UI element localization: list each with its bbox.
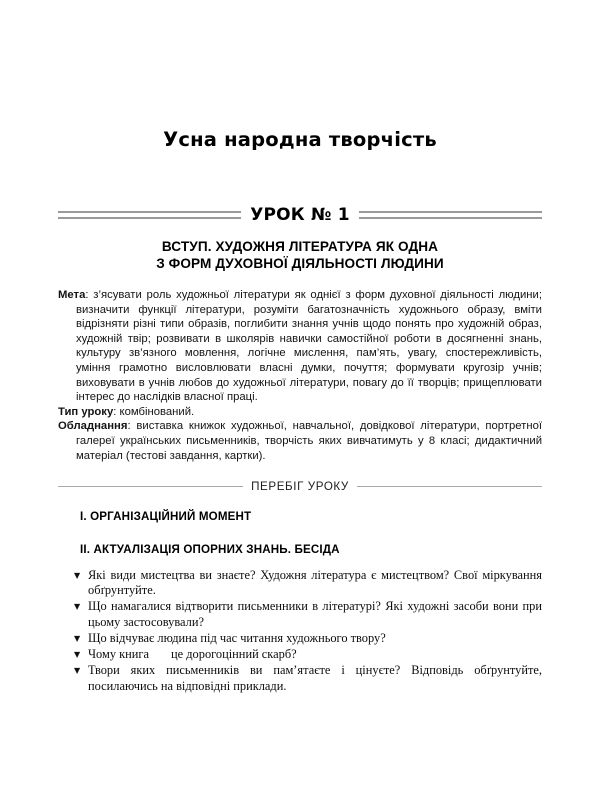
thin-rule-right [357,486,542,487]
question-text: Що намагалися відтворити письменники в літературі? Які художні засоби вони при цьому застосовували? [88,599,542,629]
list-item [58,568,542,599]
triangle-bullet-icon: ▼ [74,666,81,676]
list-item [58,663,542,694]
question-list [58,568,542,695]
triangle-bullet-icon: ▼ [74,650,81,660]
triangle-bullet-icon: ▼ [74,570,81,580]
triangle-bullet-icon: ▼ [74,634,81,644]
section-title: Усна народна творчість [163,128,437,151]
double-rule-left [58,211,241,220]
lesson-meta-block [58,288,542,463]
lesson-heading-line-2: З ФОРМ ДУХОВНОЇ ДІЯЛЬНОСТІ ЛЮДИНИ [156,256,444,271]
lesson-flow-bar [58,480,542,493]
question-text: Твори яких письменників ви пам’ятаєте і цінуєте? Відповідь обґрунтуйте, посилаючись на відповідні приклади. [88,663,542,693]
meta-lesson-type-label: Тип уроку [58,405,114,418]
lesson-number-label: УРОК № 1 [250,205,350,225]
lesson-heading [58,238,542,272]
meta-equipment-text: : виставка книжок художньої, навчальної, довідкової літератури, портретної галереї українських письменників, творчість яких вивчатимуть у 8 класі; дидактичний матеріал (тестові завдання, картки). [76,420,542,462]
question-text: Які види мистецтва ви знаєте? Художня література є мистецтвом? Свої міркування обґрунтуйте. [88,567,542,598]
meta-goal-text: : з’ясувати роль художньої літератури як однієї з форм духовної діяльності людини; визначити функції літератури, розуміти багатозначність художнього образу, вміти відрізняти різні типи образів, поглибити знання учнів щодо понять про художній образ, художній твір; розвивати в школярів навички самостійної роботи в досягненні знань, культуру зв’язного мовлення, логічне мислення, пам’ять, увагу, спостережливість, уміння грамотно висловлювати власні думки, почуття; формувати кругозір учнів; виховувати в учнів любов до художньої літератури, повагу до її творців; прищеплювати інтерес до наслідків власної праці. [76,289,542,404]
question-text: Що відчуває людина під час читання художнього твору? [88,631,386,646]
stage-heading-actualization: II. АКТУАЛІЗАЦІЯ ОПОРНИХ ЗНАНЬ. БЕСІДА [80,543,340,557]
meta-goal-label: Мета [58,289,86,301]
meta-equipment [58,419,542,463]
list-item [58,599,542,630]
meta-goal [58,288,542,405]
question-text-suffix: це дорогоцінний скарб? [171,647,297,662]
double-rule-right [359,211,542,220]
list-item [58,631,542,647]
triangle-bullet-icon: ▼ [74,602,81,612]
thin-rule-left [58,486,243,487]
lesson-heading-line-1: ВСТУП. ХУДОЖНЯ ЛІТЕРАТУРА ЯК ОДНА [161,239,439,254]
lesson-number-bar [58,205,542,225]
question-text-prefix: Чому книга [88,647,150,662]
meta-lesson-type [58,405,542,420]
meta-equipment-label: Обладнання [58,420,128,433]
stage-heading-organizational: I. ОРГАНІЗАЦІЙНИЙ МОМЕНТ [80,510,252,524]
meta-lesson-type-text: : комбінований. [113,405,195,418]
lesson-flow-label: ПЕРЕБІГ УРОКУ [251,480,349,494]
list-item [58,647,542,663]
